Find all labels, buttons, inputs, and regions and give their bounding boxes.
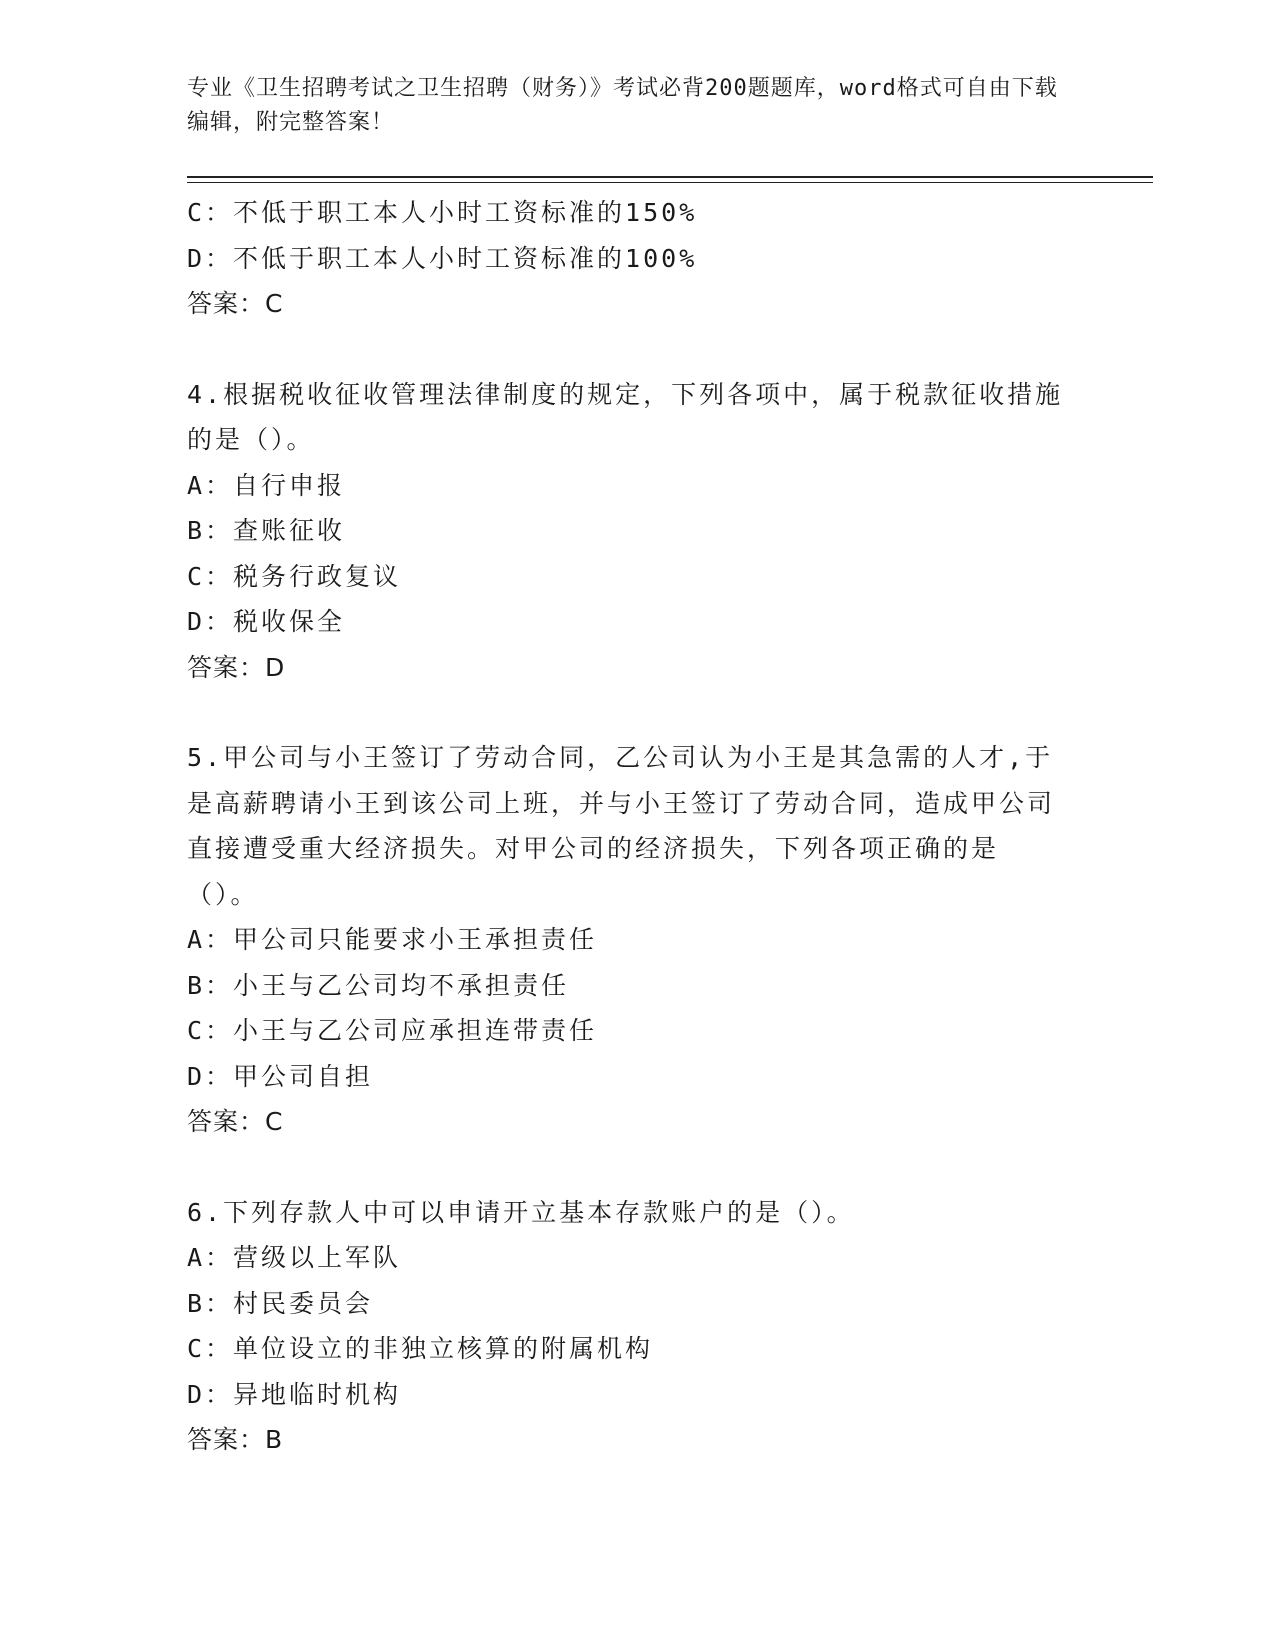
option-c: C：不低于职工本人小时工资标准的150% xyxy=(187,198,698,227)
answer-line: 答案：D xyxy=(187,652,286,682)
header-divider-thin xyxy=(187,182,1153,183)
header-divider-thick xyxy=(187,176,1153,178)
question-3 xyxy=(187,190,1087,327)
question-text: 6.下列存款人中可以申请开立基本存款账户的是（）。 xyxy=(187,1197,855,1227)
question-4 xyxy=(187,372,1087,691)
question-text: 4.根据税收征收管理法律制度的规定，下列各项中，属于税款征收措施的是（）。 xyxy=(187,379,1064,454)
option-c: C：税务行政复议 xyxy=(187,561,402,591)
question-spacer xyxy=(187,327,1087,372)
option-a: A：自行申报 xyxy=(187,470,346,500)
question-6 xyxy=(187,1190,1087,1463)
answer-line: 答案：B xyxy=(187,1425,284,1454)
question-5 xyxy=(187,735,1087,1145)
answer-line: 答案：C xyxy=(187,1107,284,1136)
option-a: A：甲公司只能要求小王承担责任 xyxy=(187,925,598,954)
option-b: B：小王与乙公司均不承担责任 xyxy=(187,970,570,1000)
question-list xyxy=(187,190,1087,1463)
option-b: B：村民委员会 xyxy=(187,1288,374,1318)
option-c: C：小王与乙公司应承担连带责任 xyxy=(187,1016,598,1045)
page-header-title: 专业《卫生招聘考试之卫生招聘（财务）》考试必背200题题库，word格式可自由下载编辑，附完整答案！ xyxy=(187,76,1058,135)
option-c: C：单位设立的非独立核算的附属机构 xyxy=(187,1334,654,1363)
option-d: D：税收保全 xyxy=(187,607,346,636)
option-a: A：营级以上军队 xyxy=(187,1243,402,1272)
option-d: D：甲公司自担 xyxy=(187,1061,374,1091)
answer-line: 答案：C xyxy=(187,289,284,318)
option-d: D：异地临时机构 xyxy=(187,1379,402,1409)
option-d: D：不低于职工本人小时工资标准的100% xyxy=(187,243,698,273)
question-spacer xyxy=(187,1145,1087,1190)
option-b: B：查账征收 xyxy=(187,516,346,545)
question-text: 5.甲公司与小王签订了劳动合同，乙公司认为小王是其急需的人才,于是高薪聘请小王到该公司上班，并与小王签订了劳动合同，造成甲公司直接遭受重大经济损失。对甲公司的经济损失，下列各项正确的是（）。 xyxy=(187,743,1056,909)
question-spacer xyxy=(187,690,1087,735)
